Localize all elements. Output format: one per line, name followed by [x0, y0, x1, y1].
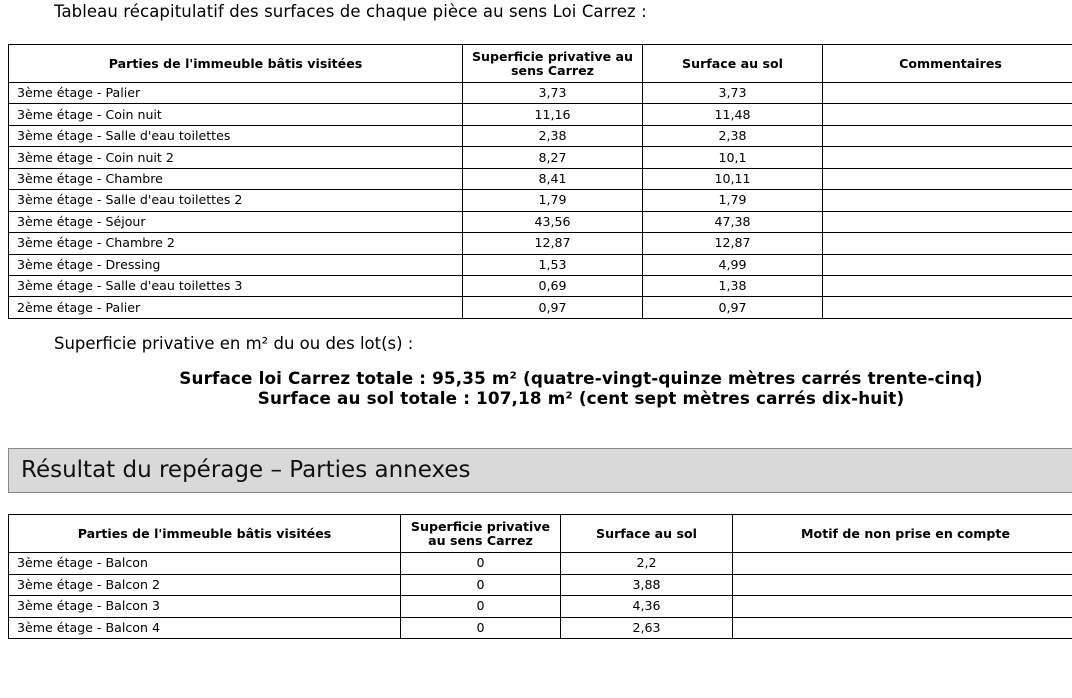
- cell-piece: 3ème étage - Palier: [9, 83, 463, 104]
- header-sol: Surface au sol: [643, 45, 823, 83]
- cell-piece: 3ème étage - Chambre: [9, 168, 463, 189]
- cell-piece: 2ème étage - Palier: [9, 297, 463, 318]
- header-motif: Motif de non prise en compte: [733, 515, 1072, 553]
- cell-carrez: 11,16: [463, 104, 643, 125]
- cell-carrez: 1,53: [463, 254, 643, 275]
- annexes-table: [8, 514, 1072, 639]
- cell-comment: [823, 125, 1072, 146]
- table-row: [9, 617, 1072, 639]
- cell-sol: 3,73: [643, 83, 823, 104]
- cell-carrez: 3,73: [463, 83, 643, 104]
- cell-motif: [733, 553, 1072, 575]
- cell-carrez: 0,97: [463, 297, 643, 318]
- cell-carrez: 1,79: [463, 190, 643, 211]
- table-header-row: [9, 45, 1072, 83]
- table-row: [9, 125, 1072, 146]
- header-carrez: Superficie privative au sens Carrez: [463, 45, 643, 83]
- carrez-table-body: [9, 83, 1072, 319]
- cell-piece: 3ème étage - Balcon 2: [9, 574, 401, 596]
- cell-comment: [823, 104, 1072, 125]
- cell-carrez: 0: [401, 617, 561, 639]
- cell-comment: [823, 297, 1072, 318]
- cell-piece: 3ème étage - Coin nuit 2: [9, 147, 463, 168]
- cell-motif: [733, 596, 1072, 618]
- cell-piece: 3ème étage - Salle d'eau toilettes: [9, 125, 463, 146]
- cell-carrez: 2,38: [463, 125, 643, 146]
- table-row: [9, 275, 1072, 296]
- table-row: [9, 147, 1072, 168]
- header-carrez: Superficie privative au sens Carrez: [401, 515, 561, 553]
- table-row: [9, 574, 1072, 596]
- table-row: [9, 233, 1072, 254]
- cell-piece: 3ème étage - Salle d'eau toilettes 3: [9, 275, 463, 296]
- cell-comment: [823, 275, 1072, 296]
- cell-sol: 0,97: [643, 297, 823, 318]
- cell-piece: 3ème étage - Balcon: [9, 553, 401, 575]
- cell-piece: 3ème étage - Salle d'eau toilettes 2: [9, 190, 463, 211]
- cell-sol: 10,1: [643, 147, 823, 168]
- table-row: [9, 211, 1072, 232]
- cell-sol: 4,99: [643, 254, 823, 275]
- cell-sol: 10,11: [643, 168, 823, 189]
- header-comment: Commentaires: [823, 45, 1072, 83]
- cell-piece: 3ème étage - Séjour: [9, 211, 463, 232]
- cell-carrez: 12,87: [463, 233, 643, 254]
- cell-piece: 3ème étage - Chambre 2: [9, 233, 463, 254]
- table-row: [9, 553, 1072, 575]
- table-row: [9, 168, 1072, 189]
- cell-comment: [823, 233, 1072, 254]
- carrez-table: [8, 44, 1072, 319]
- cell-sol: 47,38: [643, 211, 823, 232]
- table-row: [9, 104, 1072, 125]
- cell-comment: [823, 147, 1072, 168]
- cell-carrez: 0: [401, 574, 561, 596]
- total-carrez: Surface loi Carrez totale : 95,35 m² (quatre-vingt-quinze mètres carrés trente-cinq): [179, 368, 983, 388]
- cell-comment: [823, 211, 1072, 232]
- cell-sol: 11,48: [643, 104, 823, 125]
- cell-carrez: 43,56: [463, 211, 643, 232]
- cell-piece: 3ème étage - Coin nuit: [9, 104, 463, 125]
- total-sol: Surface au sol totale : 107,18 m² (cent sept mètres carrés dix-huit): [257, 388, 905, 408]
- table-row: [9, 83, 1072, 104]
- cell-carrez: 0: [401, 553, 561, 575]
- section-title: Résultat du repérage – Parties annexes: [21, 457, 471, 483]
- annexes-table-body: [9, 553, 1072, 639]
- cell-carrez: 0,69: [463, 275, 643, 296]
- header-sol: Surface au sol: [561, 515, 733, 553]
- cell-comment: [823, 254, 1072, 275]
- cell-comment: [823, 190, 1072, 211]
- cell-piece: 3ème étage - Dressing: [9, 254, 463, 275]
- table-header-row: [9, 515, 1072, 553]
- cell-sol: 2,38: [643, 125, 823, 146]
- cell-sol: 2,63: [561, 617, 733, 639]
- cell-comment: [823, 83, 1072, 104]
- intro-text: Tableau récapitulatif des surfaces de chaque pièce au sens Loi Carrez :: [54, 2, 647, 21]
- summary-label: Superficie privative en m² du ou des lot(s) :: [54, 334, 414, 353]
- cell-sol: 2,2: [561, 553, 733, 575]
- cell-sol: 12,87: [643, 233, 823, 254]
- cell-sol: 3,88: [561, 574, 733, 596]
- cell-sol: 1,79: [643, 190, 823, 211]
- table-row: [9, 297, 1072, 318]
- cell-carrez: 0: [401, 596, 561, 618]
- cell-comment: [823, 168, 1072, 189]
- cell-motif: [733, 617, 1072, 639]
- cell-sol: 4,36: [561, 596, 733, 618]
- cell-sol: 1,38: [643, 275, 823, 296]
- section-header: [8, 448, 1072, 493]
- table-row: [9, 596, 1072, 618]
- cell-carrez: 8,27: [463, 147, 643, 168]
- cell-carrez: 8,41: [463, 168, 643, 189]
- cell-piece: 3ème étage - Balcon 3: [9, 596, 401, 618]
- cell-piece: 3ème étage - Balcon 4: [9, 617, 401, 639]
- cell-motif: [733, 574, 1072, 596]
- header-piece: Parties de l'immeuble bâtis visitées: [9, 515, 401, 553]
- header-piece: Parties de l'immeuble bâtis visitées: [9, 45, 463, 83]
- table-row: [9, 190, 1072, 211]
- table-row: [9, 254, 1072, 275]
